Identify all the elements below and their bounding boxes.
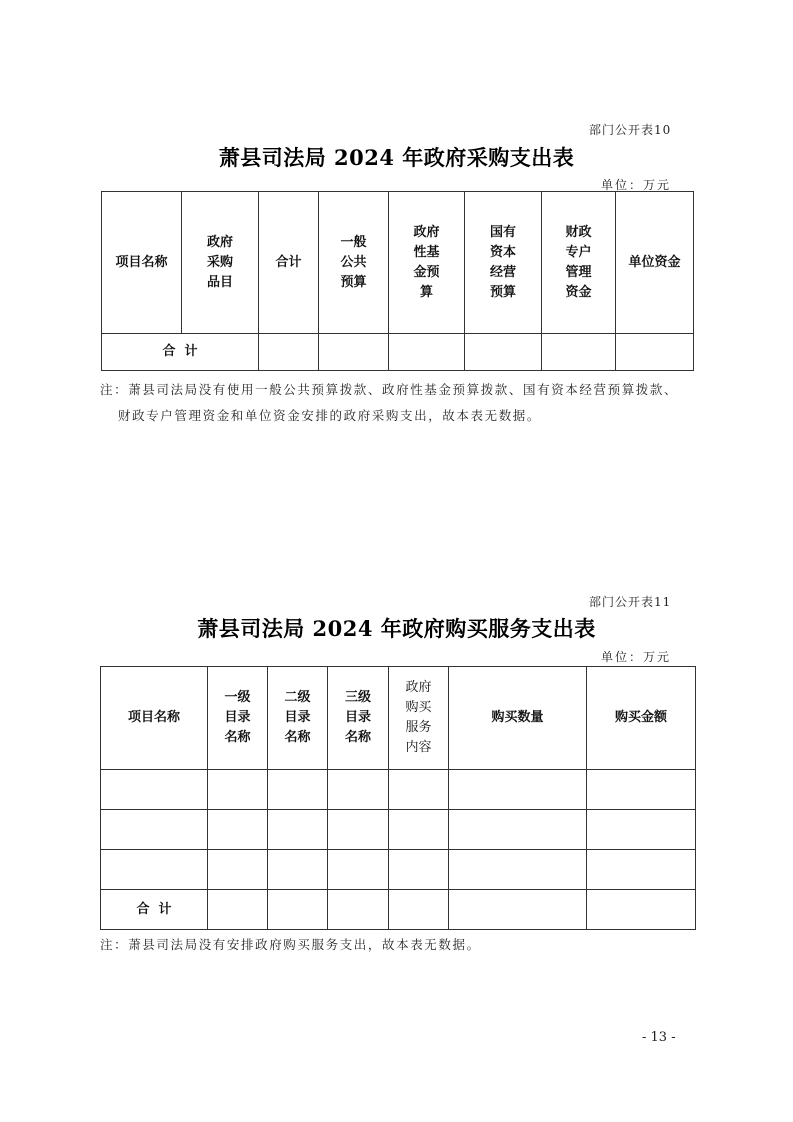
- service-purchase-table: [100, 666, 696, 930]
- header-cell: [102, 192, 182, 334]
- header-cell: [208, 667, 268, 770]
- empty-cell: [208, 770, 268, 810]
- empty-cell: [449, 850, 587, 890]
- empty-cell: [208, 890, 268, 930]
- table-note-10: 注：萧县司法局没有使用一般公共预算拨款、政府性基金预算拨款、国有资本经营预算拨款、财政专户管理资金和单位资金安排的政府采购支出，故本表无数据。: [100, 382, 679, 423]
- form-label-10: 部门公开表10: [589, 123, 672, 137]
- empty-cell: [587, 890, 696, 930]
- empty-cell: [389, 850, 449, 890]
- empty-cell: [259, 334, 319, 371]
- empty-cell: [208, 850, 268, 890]
- table-note-11: 注：萧县司法局没有安排政府购买服务支出，故本表无数据。: [100, 937, 481, 952]
- empty-cell: [542, 334, 616, 371]
- empty-cell: [587, 770, 696, 810]
- page-title-10: 萧县司法局 2024 年政府采购支出表: [218, 145, 575, 170]
- header-label: 政府 性基 金预 算: [413, 224, 440, 300]
- header-label: 政府 采购 品目: [206, 234, 233, 290]
- header-label: 财政 专户 管理 资金: [565, 224, 592, 300]
- empty-cell: [268, 890, 328, 930]
- empty-cell: [449, 770, 587, 810]
- header-label: 政府 购买 服务 内容: [405, 680, 432, 755]
- header-cell: [465, 192, 542, 334]
- empty-cell: [449, 890, 587, 930]
- total-label-cell: [101, 890, 208, 930]
- header-cell: [616, 192, 694, 334]
- header-label: 购买金额: [614, 710, 667, 725]
- header-cell: [389, 192, 465, 334]
- empty-cell: [389, 770, 449, 810]
- empty-cell: [389, 890, 449, 930]
- table-row: [101, 850, 696, 890]
- header-cell: [268, 667, 328, 770]
- header-label: 一级 目录 名称: [224, 690, 251, 745]
- table-row: [101, 810, 696, 850]
- header-cell: [389, 667, 449, 770]
- empty-cell: [389, 334, 465, 371]
- header-cell: [587, 667, 696, 770]
- page-title-11: 萧县司法局 2024 年政府购买服务支出表: [197, 616, 596, 641]
- empty-cell: [616, 334, 694, 371]
- header-label: 合计: [275, 254, 302, 270]
- header-label: 国有 资本 经营 预算: [489, 224, 516, 300]
- empty-cell: [328, 770, 389, 810]
- header-label: 项目名称: [127, 710, 180, 725]
- header-cell: [542, 192, 616, 334]
- header-cell: [101, 667, 208, 770]
- empty-cell: [328, 850, 389, 890]
- empty-cell: [587, 810, 696, 850]
- empty-cell: [587, 850, 696, 890]
- header-cell: [319, 192, 389, 334]
- empty-cell: [101, 770, 208, 810]
- header-cell: [449, 667, 587, 770]
- procurement-table: [101, 191, 694, 371]
- total-label-cell: [102, 334, 259, 371]
- total-row: [101, 890, 696, 930]
- unit-label-11: 单位：万元: [601, 650, 672, 664]
- header-label: 单位资金: [628, 254, 681, 270]
- total-label: 合 计: [162, 344, 198, 359]
- empty-cell: [465, 334, 542, 371]
- header-label: 一般 公共 预算: [340, 234, 367, 290]
- page-number: - 13 -: [642, 1030, 676, 1045]
- empty-cell: [319, 334, 389, 371]
- header-cell: [182, 192, 259, 334]
- empty-cell: [449, 810, 587, 850]
- empty-cell: [328, 890, 389, 930]
- empty-cell: [389, 810, 449, 850]
- empty-cell: [268, 850, 328, 890]
- empty-cell: [101, 850, 208, 890]
- header-label: 三级 目录 名称: [344, 690, 371, 745]
- unit-label-10: 单位：万元: [601, 178, 672, 192]
- empty-cell: [268, 770, 328, 810]
- empty-cell: [208, 810, 268, 850]
- empty-cell: [101, 810, 208, 850]
- header-cell: [259, 192, 319, 334]
- total-label: 合 计: [136, 901, 172, 917]
- table-row: [101, 770, 696, 810]
- header-label: 项目名称: [115, 254, 168, 270]
- form-label-11: 部门公开表11: [589, 595, 672, 609]
- empty-cell: [268, 810, 328, 850]
- header-cell: [328, 667, 389, 770]
- header-label: 二级 目录 名称: [284, 690, 311, 745]
- total-row: [102, 334, 694, 371]
- header-label: 购买数量: [491, 710, 544, 725]
- empty-cell: [328, 810, 389, 850]
